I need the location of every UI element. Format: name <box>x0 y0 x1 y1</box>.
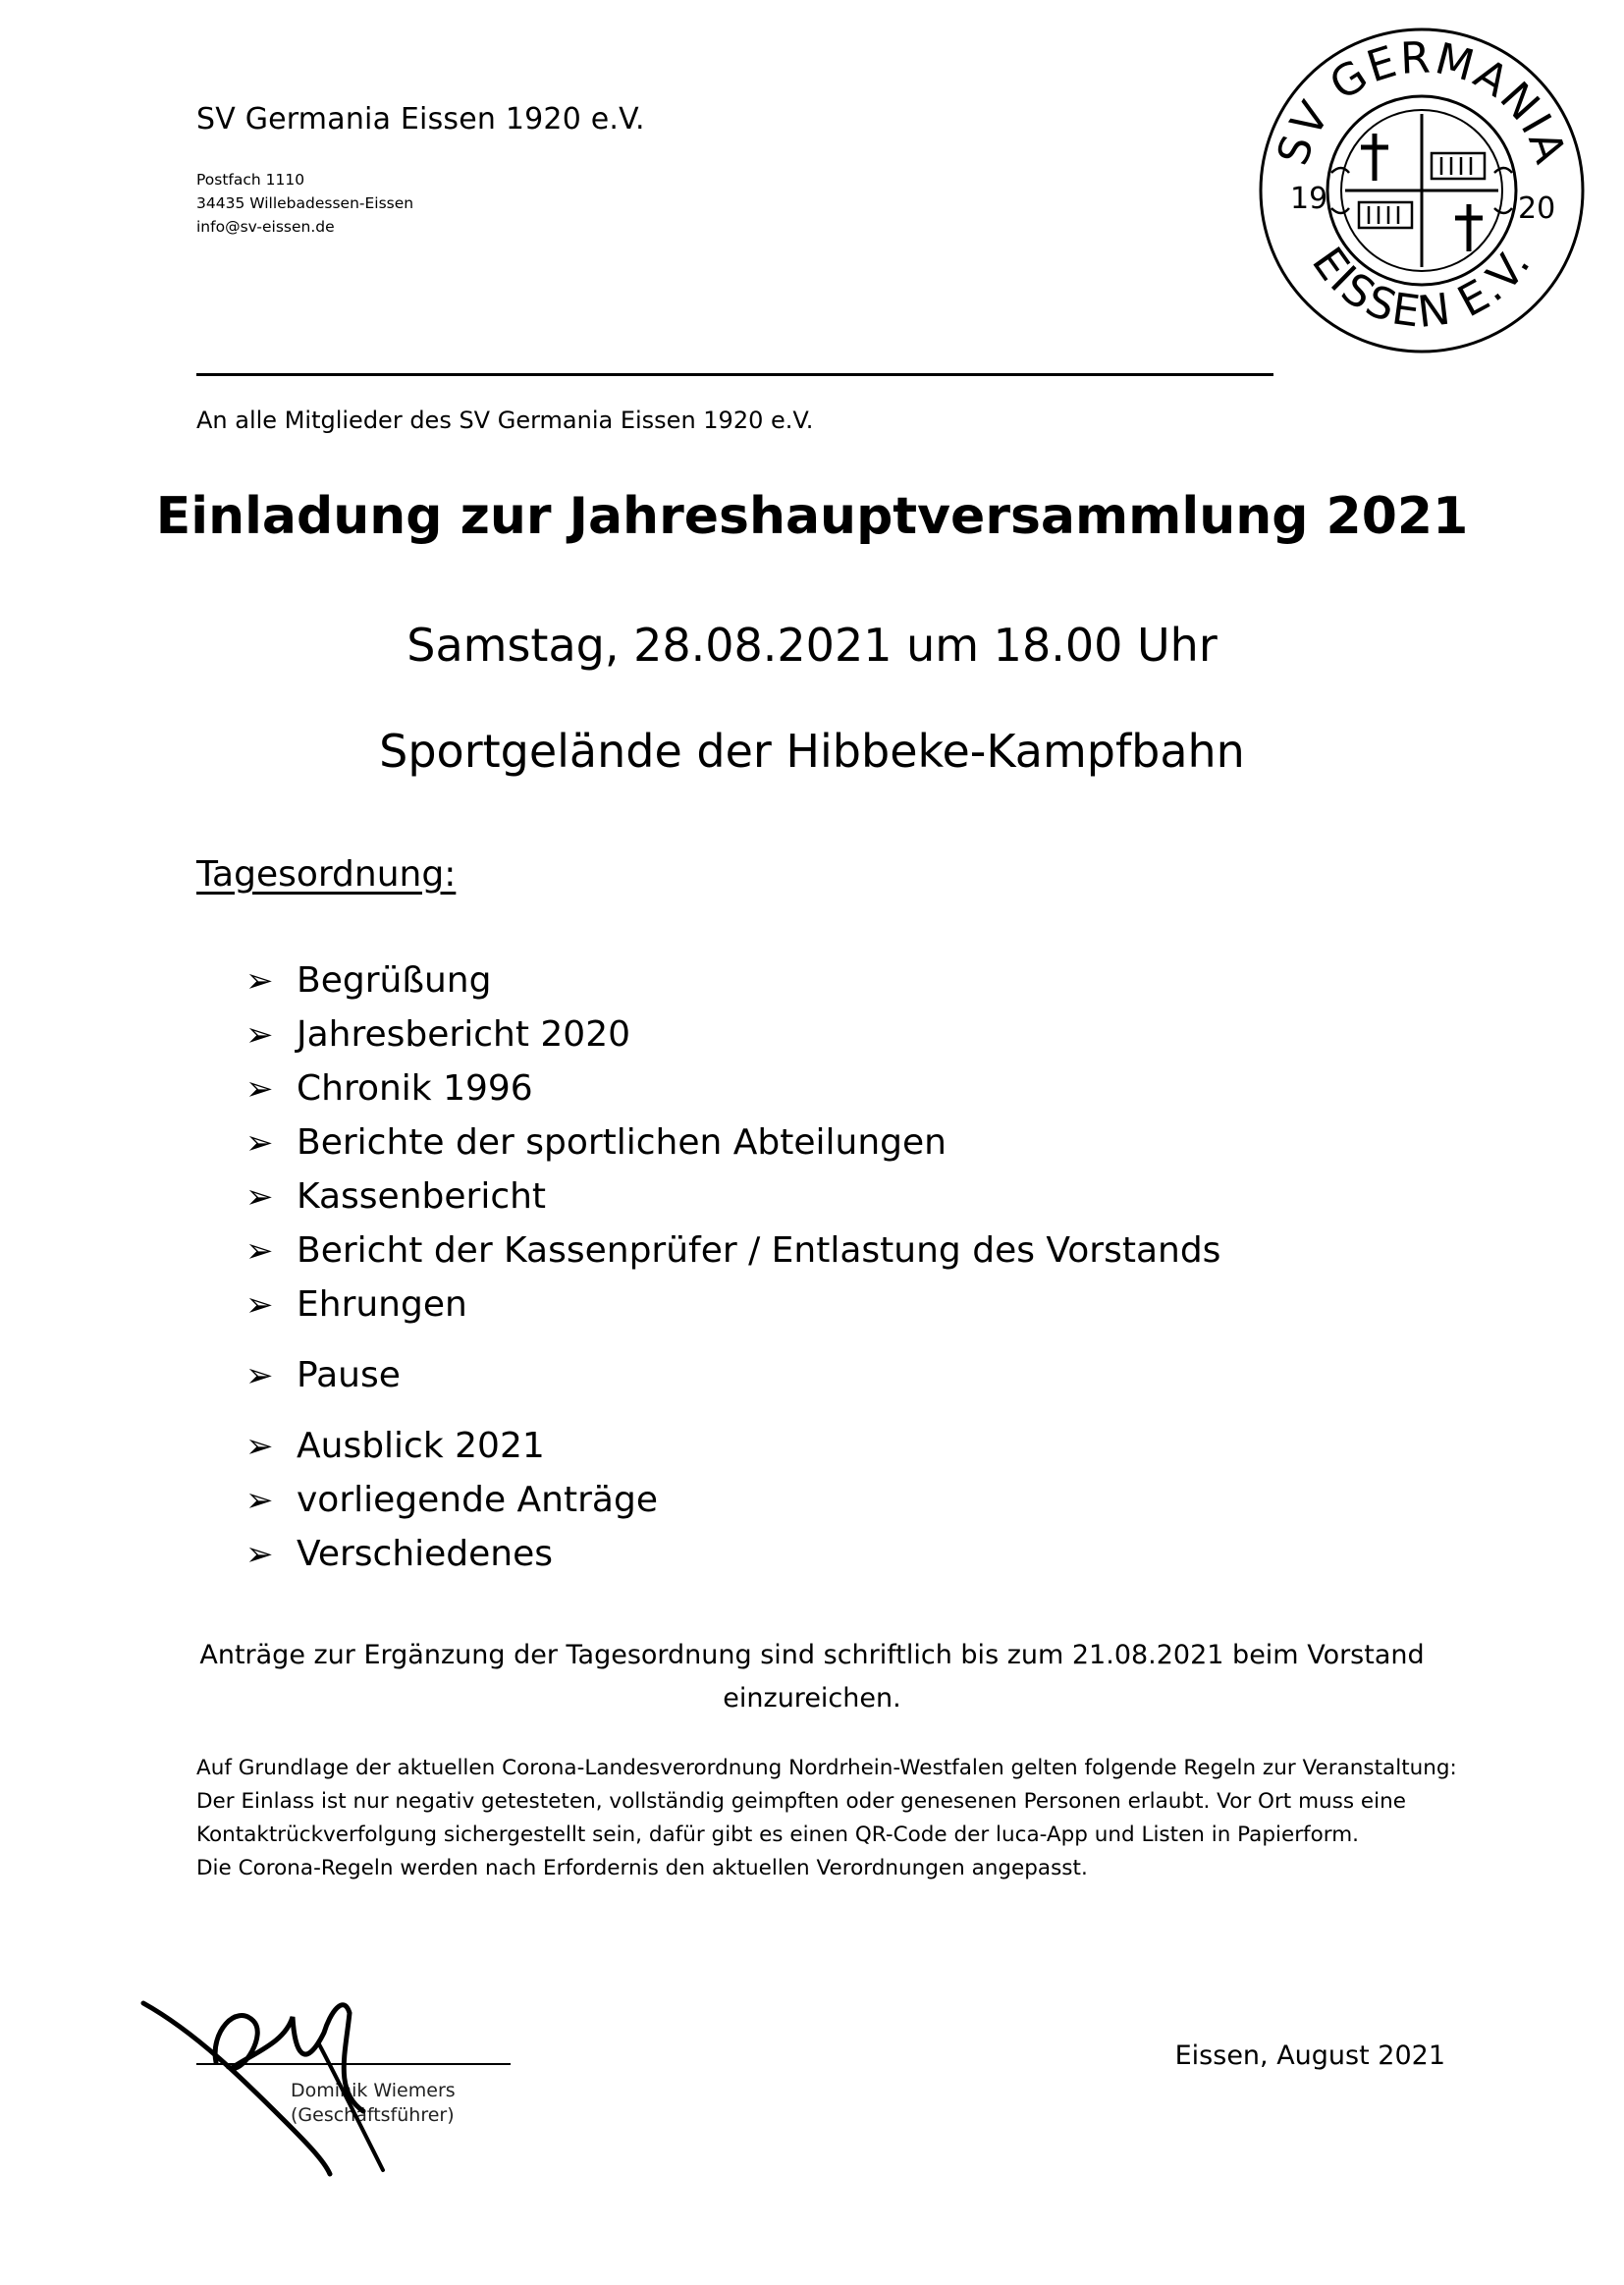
covid-paragraph: Die Corona-Regeln werden nach Erfordernis den aktuellen Verordnungen angepasst. <box>196 1856 1088 1880</box>
agenda-item-label: Pause <box>297 1355 401 1395</box>
place-and-date: Eissen, August 2021 <box>1174 2040 1445 2071</box>
agenda-item <box>245 1176 546 1217</box>
agenda-item <box>245 1534 553 1574</box>
event-date-time: Samstag, 28.08.2021 um 18.00 Uhr <box>406 619 1218 672</box>
handwritten-signature <box>137 1974 432 2180</box>
agenda-item <box>245 1230 1220 1271</box>
crest-shield <box>1331 110 1512 271</box>
event-venue: Sportgelände der Hibbeke-Kampfbahn <box>379 725 1245 778</box>
arrow-bullet-icon: ➢ <box>245 1285 274 1325</box>
address-line-city: 34435 Willebadessen-Eissen <box>196 194 414 212</box>
recipient-line: An alle Mitglieder des SV Germania Eissen 1920 e.V. <box>196 407 814 434</box>
agenda-item <box>245 1426 545 1466</box>
agenda-item-label: Chronik 1996 <box>297 1068 533 1109</box>
crest-left-number: 19 <box>1290 182 1328 216</box>
signatory-name: Dominik Wiemers <box>291 2080 456 2101</box>
agenda-item-label: Verschiedenes <box>297 1534 554 1574</box>
agenda-item-label: vorliegende Anträge <box>297 1480 658 1520</box>
arrow-bullet-icon: ➢ <box>245 1177 274 1217</box>
agenda-heading: Tagesordnung: <box>196 854 457 895</box>
arrow-bullet-icon: ➢ <box>245 1231 274 1271</box>
crest-top-text: SV GERMANIA <box>1268 32 1576 172</box>
crest-bottom-text: EISSEN E.V. <box>1302 238 1542 339</box>
agenda-item <box>245 1355 401 1395</box>
agenda-item <box>245 1068 533 1109</box>
covid-paragraph: Auf Grundlage der aktuellen Corona-Landesverordnung Nordrhein-Westfalen gelten folgende Regeln zur Veranstaltung: <box>196 1756 1457 1780</box>
crest-right-number: 20 <box>1518 191 1556 226</box>
arrow-bullet-icon: ➢ <box>245 1535 274 1574</box>
arrow-bullet-icon: ➢ <box>245 1356 274 1395</box>
arrow-bullet-icon: ➢ <box>245 961 274 1001</box>
agenda-item-label: Ausblick 2021 <box>297 1426 545 1466</box>
agenda-item <box>245 1014 630 1055</box>
header-divider <box>196 373 1273 376</box>
arrow-bullet-icon: ➢ <box>245 1015 274 1055</box>
document-title: Einladung zur Jahreshauptversammlung 2021 <box>155 487 1469 546</box>
covid-rules <box>196 1752 1492 1885</box>
signatory-role: (Geschäftsführer) <box>291 2104 455 2126</box>
address-line-postbox: Postfach 1110 <box>196 171 305 189</box>
motion-deadline-note: Anträge zur Ergänzung der Tagesordnung sind schriftlich bis zum 21.08.2021 beim Vorstand einzureichen. <box>199 1640 1425 1714</box>
agenda-item <box>245 960 491 1001</box>
agenda-item-label: Ehrungen <box>297 1284 467 1325</box>
agenda-item-label: Berichte der sportlichen Abteilungen <box>297 1122 947 1163</box>
agenda-item <box>245 1480 658 1520</box>
arrow-bullet-icon: ➢ <box>245 1069 274 1109</box>
club-crest-icon <box>1257 26 1587 355</box>
covid-paragraph: Der Einlass ist nur negativ getesteten, vollständig geimpften oder genesenen Personen erlaubt. Vor Ort muss eine Kontaktrückverfolgung sichergestellt sein, dafür gibt es einen QR-Code der luca-App und Listen in Papierform. <box>196 1789 1406 1847</box>
agenda-item-label: Begrüßung <box>297 960 492 1001</box>
agenda-item <box>245 1284 467 1325</box>
arrow-bullet-icon: ➢ <box>245 1427 274 1466</box>
arrow-bullet-icon: ➢ <box>245 1123 274 1163</box>
arrow-bullet-icon: ➢ <box>245 1481 274 1520</box>
agenda-item-label: Bericht der Kassenprüfer / Entlastung des Vorstands <box>297 1230 1221 1271</box>
organization-name: SV Germania Eissen 1920 e.V. <box>196 102 645 136</box>
agenda-item-label: Jahresbericht 2020 <box>297 1014 630 1055</box>
agenda-item-label: Kassenbericht <box>297 1176 547 1217</box>
agenda-item <box>245 1122 947 1163</box>
address-line-email: info@sv-eissen.de <box>196 218 335 236</box>
